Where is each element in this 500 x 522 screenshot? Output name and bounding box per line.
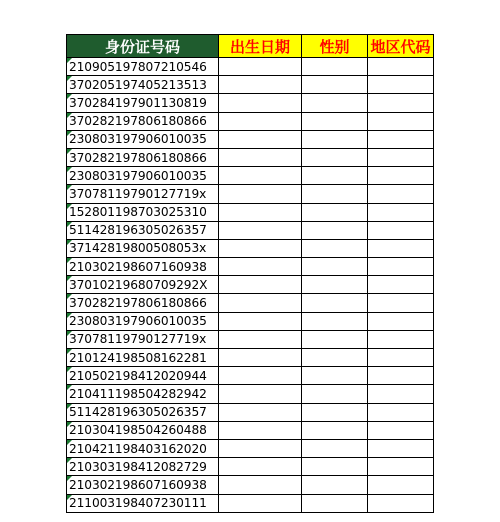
region-code-cell[interactable] [368, 112, 434, 130]
id-number-cell[interactable] [67, 403, 219, 421]
table-row [67, 203, 434, 221]
birth-date-cell[interactable] [219, 167, 302, 185]
region-code-cell[interactable] [368, 458, 434, 476]
error-indicator-icon [67, 222, 72, 227]
birth-date-cell[interactable] [219, 203, 302, 221]
id-number-text: 37010219680709292X [69, 277, 208, 292]
id-number-cell[interactable] [67, 276, 219, 294]
birth-date-cell[interactable] [219, 421, 302, 439]
id-number-cell[interactable] [67, 58, 219, 76]
id-number-cell[interactable] [67, 330, 219, 348]
spreadsheet-table [66, 34, 434, 513]
region-code-cell[interactable] [368, 494, 434, 512]
id-number-cell[interactable] [67, 185, 219, 203]
table-row [67, 58, 434, 76]
table-row [67, 367, 434, 385]
table-body [67, 58, 434, 513]
error-indicator-icon [67, 331, 72, 336]
region-code-cell[interactable] [368, 94, 434, 112]
table-row [67, 294, 434, 312]
gender-cell[interactable] [302, 421, 368, 439]
region-code-cell[interactable] [368, 276, 434, 294]
error-indicator-icon [67, 204, 72, 209]
table-row [67, 403, 434, 421]
id-number-text: 37078119790127719x [69, 332, 207, 347]
gender-cell[interactable] [302, 148, 368, 166]
birth-date-cell[interactable] [219, 312, 302, 330]
table-row [67, 112, 434, 130]
id-number-cell[interactable] [67, 258, 219, 276]
birth-date-cell[interactable] [219, 258, 302, 276]
error-indicator-icon [67, 476, 72, 481]
table-row [67, 385, 434, 403]
id-number-cell[interactable] [67, 476, 219, 494]
error-indicator-icon [67, 167, 72, 172]
birth-date-cell[interactable] [219, 76, 302, 94]
birth-date-cell[interactable] [219, 439, 302, 457]
id-number-text: 210302198607160938 [69, 259, 207, 274]
birth-date-cell[interactable] [219, 294, 302, 312]
id-number-cell[interactable] [67, 130, 219, 148]
region-code-cell[interactable] [368, 221, 434, 239]
gender-cell[interactable] [302, 349, 368, 367]
table-row [67, 130, 434, 148]
region-code-cell[interactable] [368, 76, 434, 94]
id-number-cell[interactable] [67, 439, 219, 457]
error-indicator-icon [67, 294, 72, 299]
id-number-text: 37142819800508053x [69, 241, 207, 256]
id-number-text: 210905197807210546 [69, 59, 207, 74]
error-indicator-icon [67, 58, 72, 63]
error-indicator-icon [67, 385, 72, 390]
id-number-text: 210124198508162281 [69, 350, 207, 365]
region-code-cell[interactable] [368, 385, 434, 403]
gender-cell[interactable] [302, 94, 368, 112]
region-code-cell[interactable] [368, 185, 434, 203]
table-row [67, 239, 434, 257]
error-indicator-icon [67, 495, 72, 500]
id-number-cell[interactable] [67, 112, 219, 130]
id-number-cell[interactable] [67, 221, 219, 239]
id-number-text: 511428196305026357 [69, 405, 207, 420]
id-number-cell[interactable] [67, 494, 219, 512]
header-row [67, 35, 434, 58]
gender-cell[interactable] [302, 330, 368, 348]
gender-cell[interactable] [302, 276, 368, 294]
birth-date-cell[interactable] [219, 276, 302, 294]
id-number-text: 152801198703025310 [69, 205, 207, 220]
id-number-cell[interactable] [67, 294, 219, 312]
id-number-text: 37078119790127719x [69, 186, 207, 201]
birth-date-cell[interactable] [219, 385, 302, 403]
error-indicator-icon [67, 404, 72, 409]
gender-cell[interactable] [302, 221, 368, 239]
id-number-cell[interactable] [67, 421, 219, 439]
error-indicator-icon [67, 149, 72, 154]
table-row [67, 276, 434, 294]
gender-cell[interactable] [302, 312, 368, 330]
id-number-cell[interactable] [67, 94, 219, 112]
table-row [67, 76, 434, 94]
error-indicator-icon [67, 422, 72, 427]
birth-date-cell[interactable] [219, 94, 302, 112]
error-indicator-icon [67, 367, 72, 372]
gender-cell[interactable] [302, 367, 368, 385]
error-indicator-icon [67, 131, 72, 136]
table-row [67, 94, 434, 112]
birth-date-cell[interactable] [219, 239, 302, 257]
header-birth-date[interactable]: 出生日期 [219, 35, 302, 58]
birth-date-cell[interactable] [219, 349, 302, 367]
id-number-text: 230803197906010035 [69, 314, 207, 329]
birth-date-cell[interactable] [219, 148, 302, 166]
birth-date-cell[interactable] [219, 58, 302, 76]
region-code-cell[interactable] [368, 330, 434, 348]
gender-cell[interactable] [302, 403, 368, 421]
region-code-cell[interactable] [368, 239, 434, 257]
table-row [67, 494, 434, 512]
birth-date-cell[interactable] [219, 403, 302, 421]
region-code-cell[interactable] [368, 476, 434, 494]
region-code-cell[interactable] [368, 203, 434, 221]
gender-cell[interactable] [302, 385, 368, 403]
id-number-text: 370282197806180866 [69, 296, 207, 311]
gender-cell[interactable] [302, 112, 368, 130]
gender-cell[interactable] [302, 239, 368, 257]
error-indicator-icon [67, 94, 72, 99]
id-number-text: 511428196305026357 [69, 223, 207, 238]
table-row [67, 330, 434, 348]
id-number-cell[interactable] [67, 76, 219, 94]
table-row [67, 349, 434, 367]
id-number-text: 370282197806180866 [69, 114, 207, 129]
id-number-text: 370284197901130819 [69, 95, 207, 110]
birth-date-cell[interactable] [219, 458, 302, 476]
error-indicator-icon [67, 240, 72, 245]
region-code-cell[interactable] [368, 439, 434, 457]
birth-date-cell[interactable] [219, 494, 302, 512]
table-row [67, 167, 434, 185]
id-number-cell[interactable] [67, 239, 219, 257]
birth-date-cell[interactable] [219, 330, 302, 348]
id-number-cell[interactable] [67, 148, 219, 166]
error-indicator-icon [67, 76, 72, 81]
id-number-text: 210304198504260488 [69, 423, 207, 438]
region-code-cell[interactable] [368, 349, 434, 367]
error-indicator-icon [67, 313, 72, 318]
region-code-cell[interactable] [368, 167, 434, 185]
table-row [67, 439, 434, 457]
gender-cell[interactable] [302, 167, 368, 185]
region-code-cell[interactable] [368, 294, 434, 312]
header-gender[interactable]: 性别 [302, 35, 368, 58]
id-number-text: 210502198412020944 [69, 368, 207, 383]
error-indicator-icon [67, 113, 72, 118]
gender-cell[interactable] [302, 203, 368, 221]
gender-cell[interactable] [302, 185, 368, 203]
table-row [67, 312, 434, 330]
gender-cell[interactable] [302, 76, 368, 94]
id-number-text: 230803197906010035 [69, 132, 207, 147]
gender-cell[interactable] [302, 294, 368, 312]
error-indicator-icon [67, 258, 72, 263]
region-code-cell[interactable] [368, 130, 434, 148]
id-number-text: 210302198607160938 [69, 477, 207, 492]
birth-date-cell[interactable] [219, 112, 302, 130]
error-indicator-icon [67, 458, 72, 463]
gender-cell[interactable] [302, 58, 368, 76]
birth-date-cell[interactable] [219, 130, 302, 148]
id-number-text: 210421198403162020 [69, 441, 207, 456]
region-code-cell[interactable] [368, 421, 434, 439]
error-indicator-icon [67, 349, 72, 354]
gender-cell[interactable] [302, 476, 368, 494]
id-number-cell[interactable] [67, 349, 219, 367]
id-number-cell[interactable] [67, 203, 219, 221]
gender-cell[interactable] [302, 439, 368, 457]
id-number-text: 210303198412082729 [69, 459, 207, 474]
table-row [67, 221, 434, 239]
gender-cell[interactable] [302, 458, 368, 476]
gender-cell[interactable] [302, 494, 368, 512]
region-code-cell[interactable] [368, 367, 434, 385]
id-number-text: 211003198407230111 [69, 496, 207, 511]
region-code-cell[interactable] [368, 258, 434, 276]
id-number-text: 370282197806180866 [69, 150, 207, 165]
id-number-cell[interactable] [67, 312, 219, 330]
gender-cell[interactable] [302, 258, 368, 276]
birth-date-cell[interactable] [219, 221, 302, 239]
id-number-cell[interactable] [67, 458, 219, 476]
birth-date-cell[interactable] [219, 367, 302, 385]
region-code-cell[interactable] [368, 403, 434, 421]
id-number-text: 230803197906010035 [69, 168, 207, 183]
error-indicator-icon [67, 440, 72, 445]
table-row [67, 421, 434, 439]
error-indicator-icon [67, 276, 72, 281]
table-row [67, 258, 434, 276]
table-row [67, 458, 434, 476]
header-region-code[interactable]: 地区代码 [368, 35, 434, 58]
gender-cell[interactable] [302, 130, 368, 148]
header-id-number[interactable]: 身份证号码 [67, 35, 219, 58]
region-code-cell[interactable] [368, 58, 434, 76]
region-code-cell[interactable] [368, 312, 434, 330]
table-row [67, 476, 434, 494]
table-row [67, 148, 434, 166]
id-number-cell[interactable] [67, 367, 219, 385]
id-number-text: 370205197405213513 [69, 77, 207, 92]
id-number-cell[interactable] [67, 385, 219, 403]
region-code-cell[interactable] [368, 148, 434, 166]
birth-date-cell[interactable] [219, 476, 302, 494]
error-indicator-icon [67, 185, 72, 190]
table-row [67, 185, 434, 203]
birth-date-cell[interactable] [219, 185, 302, 203]
id-number-cell[interactable] [67, 167, 219, 185]
id-number-text: 210411198504282942 [69, 386, 207, 401]
